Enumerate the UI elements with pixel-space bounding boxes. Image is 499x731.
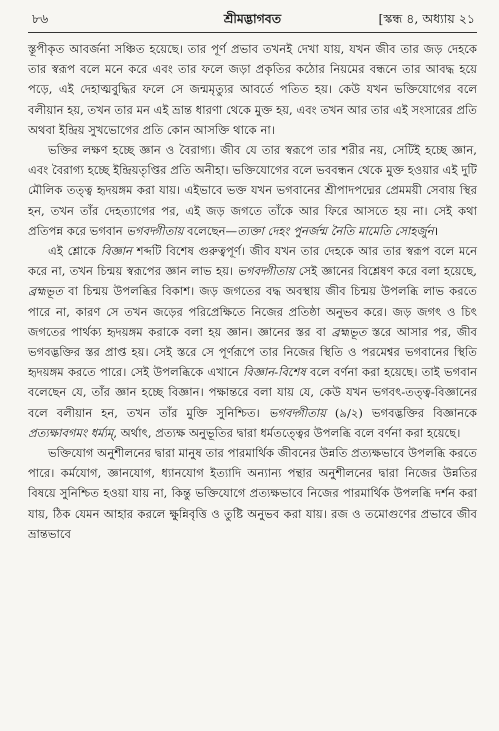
text-segment: । bbox=[433, 223, 439, 238]
text-segment: স্তরে আসার পর, জীব ভগবদ্ভক্তির স্তর প্রাপ্ত হয়। সেই স্তরে সে পূর্ণরূপে তার নিজের স্থিতি ও পরমেশ্বর ভগবানের স্থিতি হৃদয়ঙ্গম করতে পারে। সেই উপলব্ধিকে এখানে bbox=[28, 324, 477, 380]
page-body bbox=[28, 39, 477, 544]
text-segment: এই শ্লোকে bbox=[48, 244, 101, 259]
text-segment: , অর্থাৎ, প্রত্যক্ষ অনুভূতির দ্বারা ধর্মতত্ত্বের উপলব্ধি বলে বর্ণনা করা হয়েছে। bbox=[113, 425, 461, 440]
text-segment: বা চিন্ময় উপলব্ধির বিকাশ। জড় জগতের বদ্ধ অবস্থায় জীব চিন্ময় উপলব্ধি লাভ করতে পারে না, কারণ সে তখন জড়ের পরিপ্রেক্ষিতে নিজের প্রতিষ্ঠা অনুভব করে। জড় জগৎ ও চিৎ জগতের পার্থক্য হৃদয়ঙ্গম করাকে বলা হয় জ্ঞান। জ্ঞানের স্তর বা bbox=[28, 284, 477, 339]
italic-text-segment: বিজ্ঞান bbox=[100, 244, 132, 259]
page-header bbox=[28, 6, 477, 32]
italic-text-segment: ভগবদ্গীতায় bbox=[237, 264, 295, 279]
header-divider bbox=[28, 32, 477, 33]
text-segment: (৯/২) ভগবদ্ভক্তির বিজ্ঞানকে bbox=[325, 405, 477, 420]
italic-text-segment: ভগবদ্গীতায় bbox=[268, 405, 326, 420]
paragraph bbox=[28, 39, 477, 140]
italic-text-segment: বিজ্ঞান-বিশেষ bbox=[243, 365, 306, 380]
italic-text-segment: ব্রহ্মভূত bbox=[331, 324, 367, 339]
text-segment: ভক্তির লক্ষণ হচ্ছে জ্ঞান ও বৈরাগ্য। জীব যে তার স্বরূপে তার শরীর নয়, সেটিই হচ্ছে জ্ঞান, এবং বৈরাগ্য হচ্ছে ইন্দ্রিয়তৃপ্তির প্রতি অনীহা। ভক্তিযোগের বলে ভববন্ধন থেকে মুক্ত হওয়ার এই দুটি মৌলিক তত্ত্ব হৃদয়ঙ্গম করা যায়। এইভাবে ভক্ত যখন ভগবানের শ্রীপাদপদ্মের প্রেমময়ী সেবায় স্থির হন, তখন তাঁর দেহত্যাগের পর, এই জড় জগতে তাঁকে আর ফিরে আসতে হয় না। সেই কথা প্রতিপন্ন করে ভগবান bbox=[28, 143, 477, 238]
italic-text-segment: ভগবদ্গীতায় bbox=[126, 223, 184, 238]
paragraph bbox=[28, 241, 477, 443]
book-title: শ্রীমদ্ভাগবত bbox=[223, 11, 282, 26]
text-segment: স্তূপীকৃত আবর্জনা সঞ্চিত হয়েছে। তার পূর্ণ প্রভাব তখনই দেখা যায়, যখন জীব তার জড় দেহকে তার স্বরূপ বলে মনে করে এবং তার ফলে জড়া প্রকৃতির কঠোর নিয়মের বন্ধনে তার আবদ্ধ হয়ে পড়ে, এই দেহাত্মবুদ্ধির ফলে সে জন্মমৃত্যুর আবর্তে পতিত হয়। কেউ যখন ভক্তিযোগের বলে বলীয়ান হয়, তখন তার মন এই ভ্রান্ত ধারণা থেকে মুক্ত হয়, এবং তখন আর তার এই সংসারের প্রতি অথবা ইন্দ্রিয় সুখভোগের প্রতি কোন আসক্তি থাকে না। bbox=[28, 42, 477, 137]
text-segment: সেই জ্ঞানের বিশ্লেষণ করে বলা হয়েছে, bbox=[294, 264, 477, 279]
italic-text-segment: প্রত্যক্ষাবগমং ধর্ম্যম্ bbox=[28, 425, 114, 440]
italic-text-segment: ত্যক্তা দেহং পুনর্জন্ম নৈতি মামেতি সোহর্জুন bbox=[237, 223, 434, 238]
text-segment: বলেছেন— bbox=[183, 223, 238, 238]
text-segment: বলে বর্ণনা করা হয়েছে। তাই ভগবান বলেছেন যে, তাঁর জ্ঞান হচ্ছে বিজ্ঞান। পক্ষান্তরে বলা যায় যে, কেউ যখন ভগবৎ-তত্ত্ব-বিজ্ঞানের বলে বলীয়ান হন, তখন তাঁর মুক্তি সুনিশ্চিত। bbox=[28, 365, 477, 420]
page-number: ৮৬ bbox=[32, 11, 49, 26]
paragraph bbox=[28, 443, 477, 544]
paragraph bbox=[28, 140, 477, 241]
text-segment: শব্দটি বিশেষ গুরুত্বপূর্ণ। জীব যখন তার দেহকে আর তার স্বরূপ বলে মনে করে না, তখন চিন্ময় স্বরূপের জ্ঞান লাভ হয়। bbox=[28, 244, 477, 279]
section-reference: [স্কন্ধ ৪, অধ্যায় ২১ bbox=[378, 11, 475, 26]
text-segment: ভক্তিযোগ অনুশীলনের দ্বারা মানুষ তার পারমার্থিক জীবনের উন্নতি প্রত্যক্ষভাবে উপলব্ধি করতে পারে। কর্মযোগ, জ্ঞানযোগ, ধ্যানযোগ ইত্যাদি অন্যান্য পন্থার অনুশীলনের দ্বারা নিজের উন্নতির বিষয়ে সুনিশ্চিত হওয়া যায় না, কিন্তু ভক্তিযোগে প্রত্যক্ষভাবে নিজের পারমার্থিক উপলব্ধি দর্শন করা যায়, ঠিক যেমন আহার করলে ক্ষুন্নিবৃত্তি ও তুষ্টি অনুভব করা যায়। রজ ও তমোগুণের প্রভাবে জীব ভ্রান্তভাবে bbox=[28, 446, 477, 541]
italic-text-segment: ব্রহ্মভূত bbox=[28, 284, 64, 299]
